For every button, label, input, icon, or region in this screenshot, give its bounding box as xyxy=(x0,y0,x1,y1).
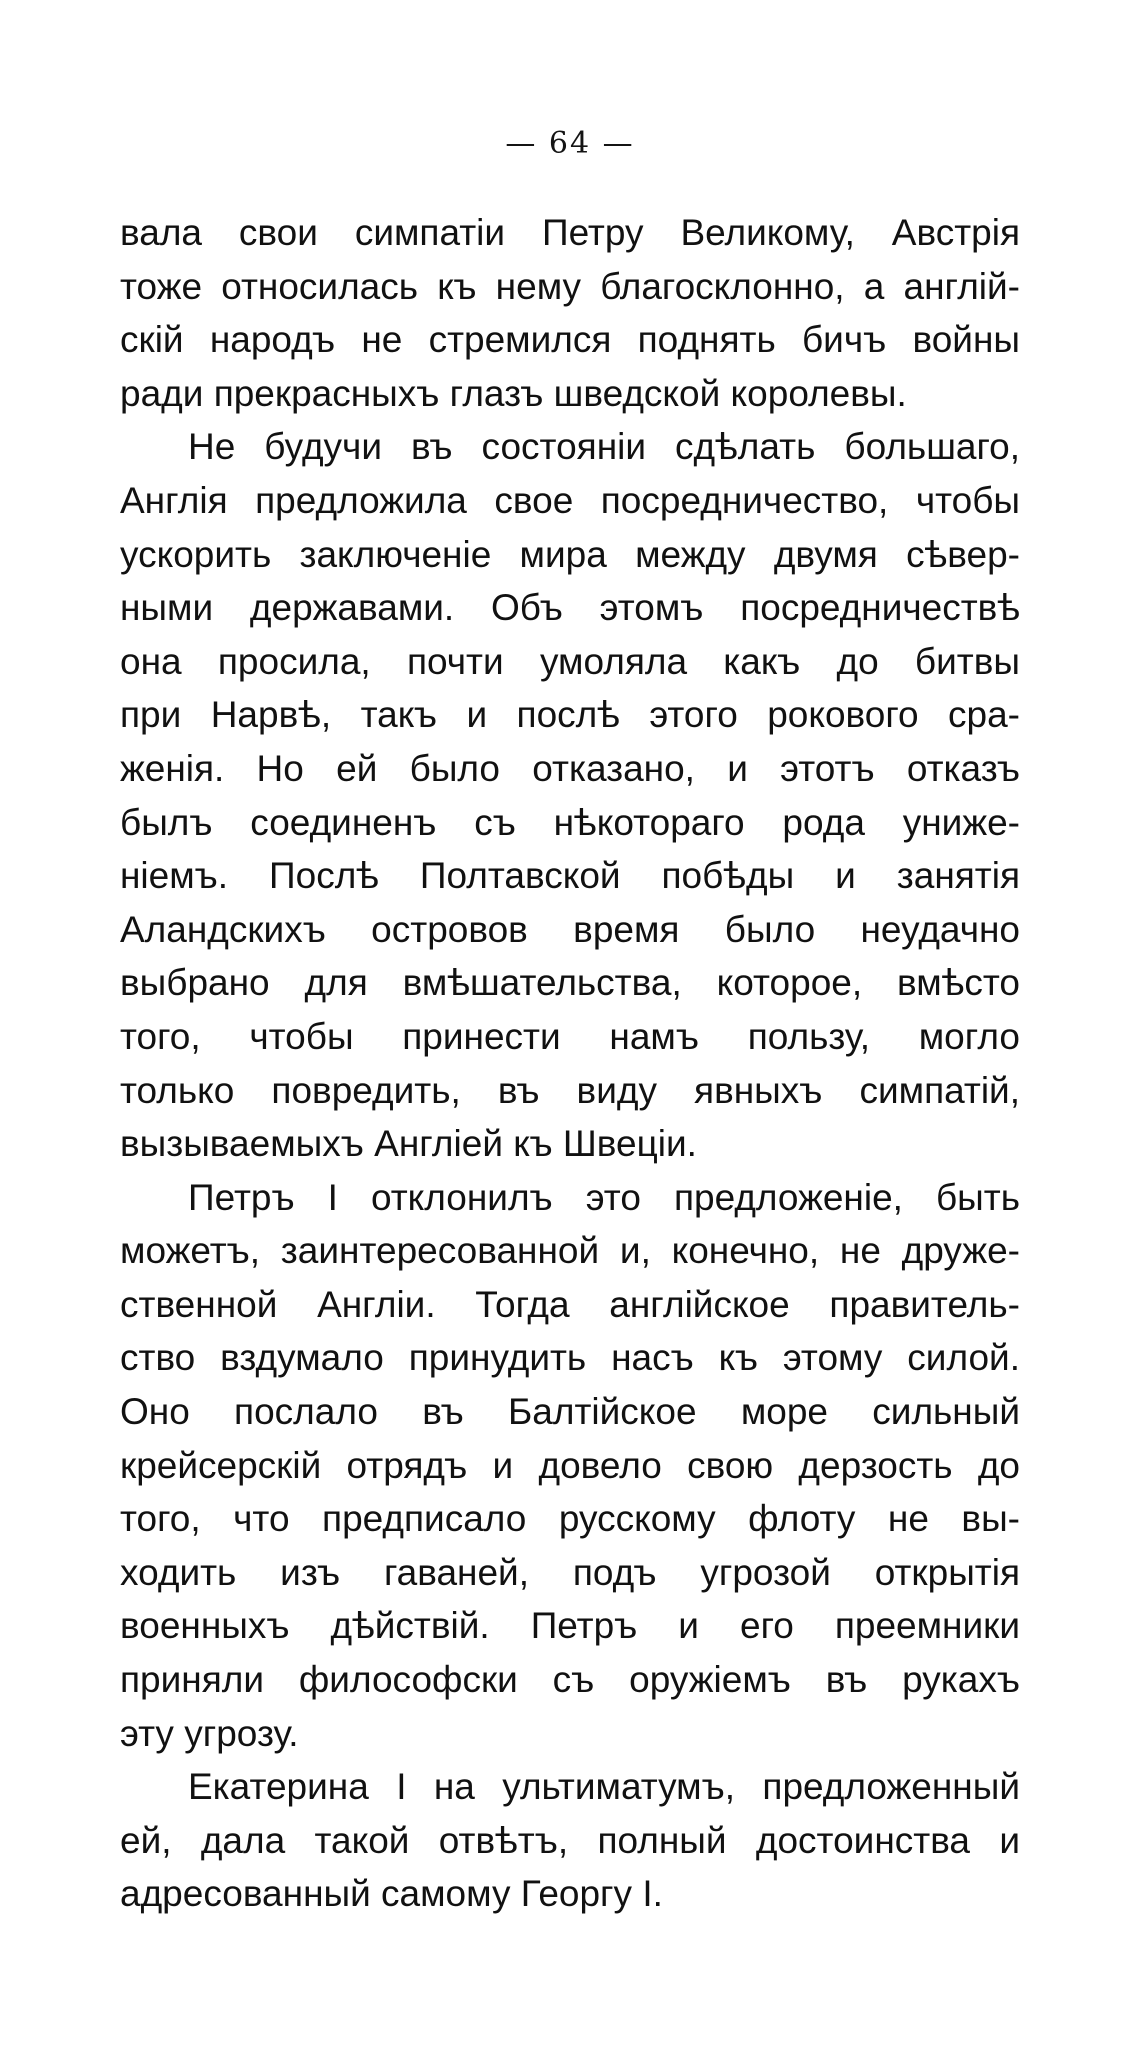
text-line: Екатерина I на ультиматумъ, предложенный xyxy=(188,1766,1020,1808)
text-line: былъ соединенъ съ нѣкотораго рода униже- xyxy=(120,801,1020,843)
text-line: приняли философски съ оружіемъ въ рукахъ xyxy=(120,1659,1020,1701)
paragraph xyxy=(120,420,1020,1170)
paragraph xyxy=(120,206,1020,420)
page-number: — 64 — xyxy=(505,126,635,161)
text-line: адресованный самому Георгу I. xyxy=(120,1873,663,1915)
text-line: эту угрозу. xyxy=(120,1712,299,1754)
text-line: женія. Но ей было отказано, и этотъ отказъ xyxy=(120,747,1020,789)
paragraph xyxy=(120,1171,1020,1761)
text-line: ніемъ. Послѣ Полтавской побѣды и занятія xyxy=(120,855,1020,897)
text-line: вала свои симпатіи Петру Великому, Австрія xyxy=(120,212,1020,253)
text-line: Петръ I отклонилъ это предложеніе, быть xyxy=(188,1176,1020,1218)
text-line: Оно послало въ Балтійское море сильный xyxy=(120,1391,1020,1433)
body-text xyxy=(120,206,1020,1921)
text-line: ство вздумало принудить насъ къ этому силой. xyxy=(120,1337,1020,1379)
text-line: ей, дала такой отвѣтъ, полный достоинства и xyxy=(120,1819,1020,1861)
text-line: крейсерскій отрядъ и довело свою дерзость до xyxy=(120,1444,1020,1486)
paragraph xyxy=(120,1760,1020,1921)
text-line: тоже относилась къ нему благосклонно, а англій- xyxy=(120,265,1020,307)
text-line: ради прекрасныхъ глазъ шведской королевы. xyxy=(120,372,907,414)
text-line: военныхъ дѣйствій. Петръ и его преемники xyxy=(120,1605,1020,1647)
text-line: при Нарвѣ, такъ и послѣ этого рокового сра- xyxy=(120,694,1020,736)
text-line: скій народъ не стремился поднять бичъ войны xyxy=(120,319,1020,361)
text-line: ными державами. Объ этомъ посредничествѣ xyxy=(120,587,1020,629)
text-line: только повредить, въ виду явныхъ симпатій, xyxy=(120,1069,1020,1111)
text-line: ходить изъ гаваней, подъ угрозой открытія xyxy=(120,1551,1020,1593)
text-line: ускорить заключеніе мира между двумя сѣвер- xyxy=(120,533,1020,575)
text-line: она просила, почти умоляла какъ до битвы xyxy=(120,640,1020,682)
text-line: выбрано для вмѣшательства, которое, вмѣсто xyxy=(120,962,1020,1004)
text-line: можетъ, заинтересованной и, конечно, не друже- xyxy=(120,1230,1020,1272)
text-line: Не будучи въ состояніи сдѣлать большаго, xyxy=(188,426,1020,468)
text-line: ственной Англіи. Тогда англійское правитель- xyxy=(120,1283,1020,1325)
text-line: того, что предписало русскому флоту не вы- xyxy=(120,1498,1020,1540)
text-line: Англія предложила свое посредничество, чтобы xyxy=(120,479,1020,521)
text-line: вызываемыхъ Англіей къ Швеціи. xyxy=(120,1123,697,1165)
text-line: Аландскихъ островов время было неудачно xyxy=(120,908,1020,950)
text-line: того, чтобы принести намъ пользу, могло xyxy=(120,1015,1020,1057)
